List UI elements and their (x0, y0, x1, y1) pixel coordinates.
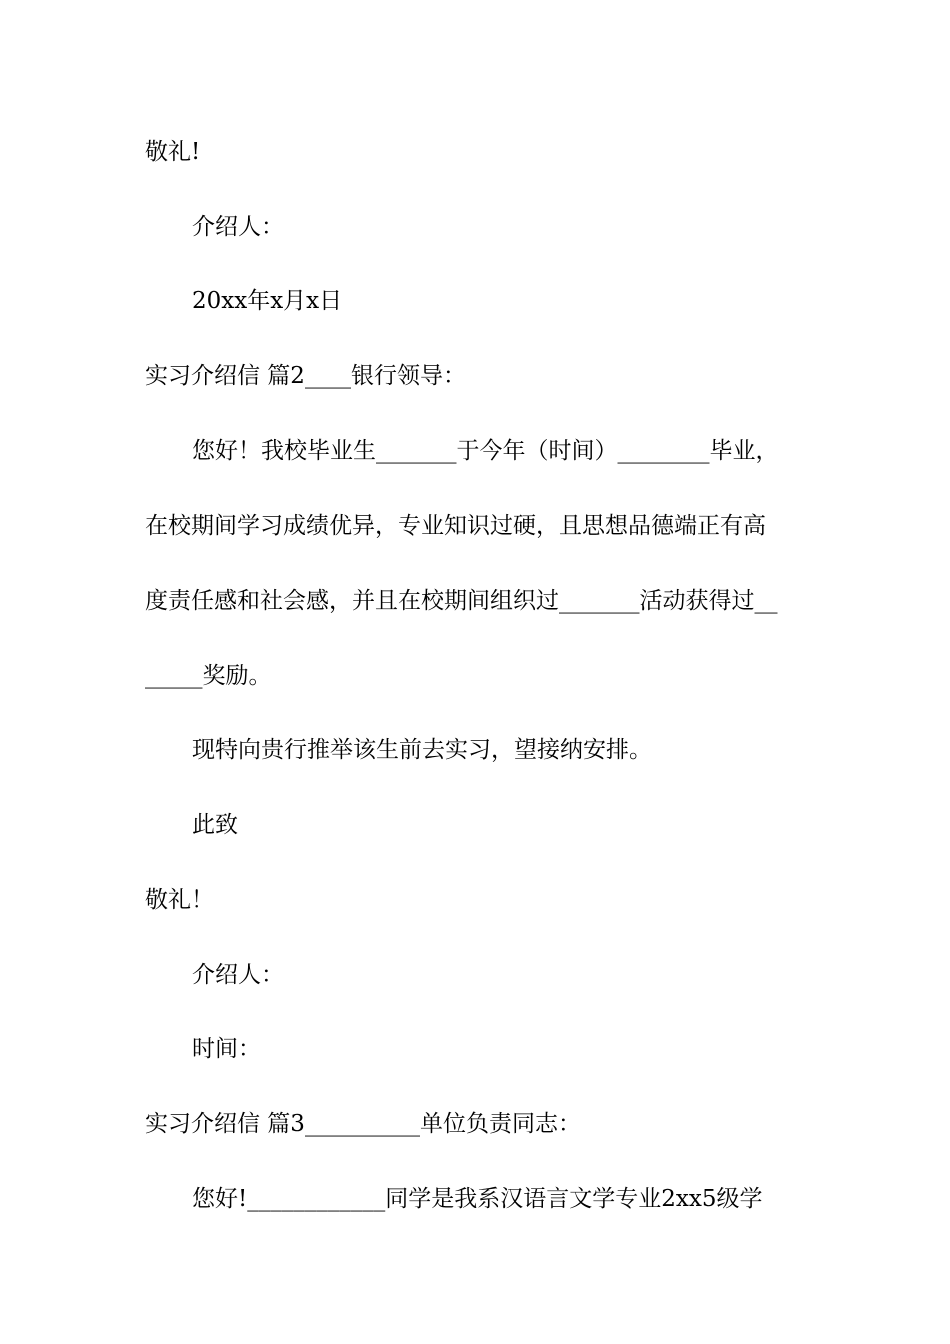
time-label-2: 时间： (192, 1036, 261, 1062)
letter-2-paragraph-line-3: 度责任感和社会感，并且在校期间组织过_______活动获得过__ (145, 588, 778, 614)
introducer-label-2: 介绍人： (192, 962, 284, 988)
letter-2-cizhi: 此致 (192, 812, 238, 838)
introducer-label-1: 介绍人： (192, 214, 284, 240)
letter-3-paragraph-line-1: 您好!____________同学是我系汉语言文学专业2xx5级学 (192, 1186, 763, 1212)
letter-2-paragraph-line-1: 您好！我校毕业生_______于今年（时间）________毕业， (192, 438, 779, 464)
letter-2-paragraph-line-2: 在校期间学习成绩优异，专业知识过硬，且思想品德端正有高 (145, 513, 766, 539)
letter-2-recommendation: 现特向贵行推举该生前去实习，望接纳安排。 (192, 737, 652, 763)
date-line-1: 20xx年x月x日 (192, 288, 343, 314)
letter-3-heading: 实习介绍信 篇3__________单位负责同志： (145, 1111, 581, 1137)
letter-2-paragraph-line-4: _____奖励。 (145, 663, 272, 689)
salutation-closing-1: 敬礼! (145, 139, 201, 165)
letter-2-heading: 实习介绍信 篇2____银行领导： (145, 363, 466, 389)
salutation-closing-2: 敬礼！ (145, 887, 214, 913)
